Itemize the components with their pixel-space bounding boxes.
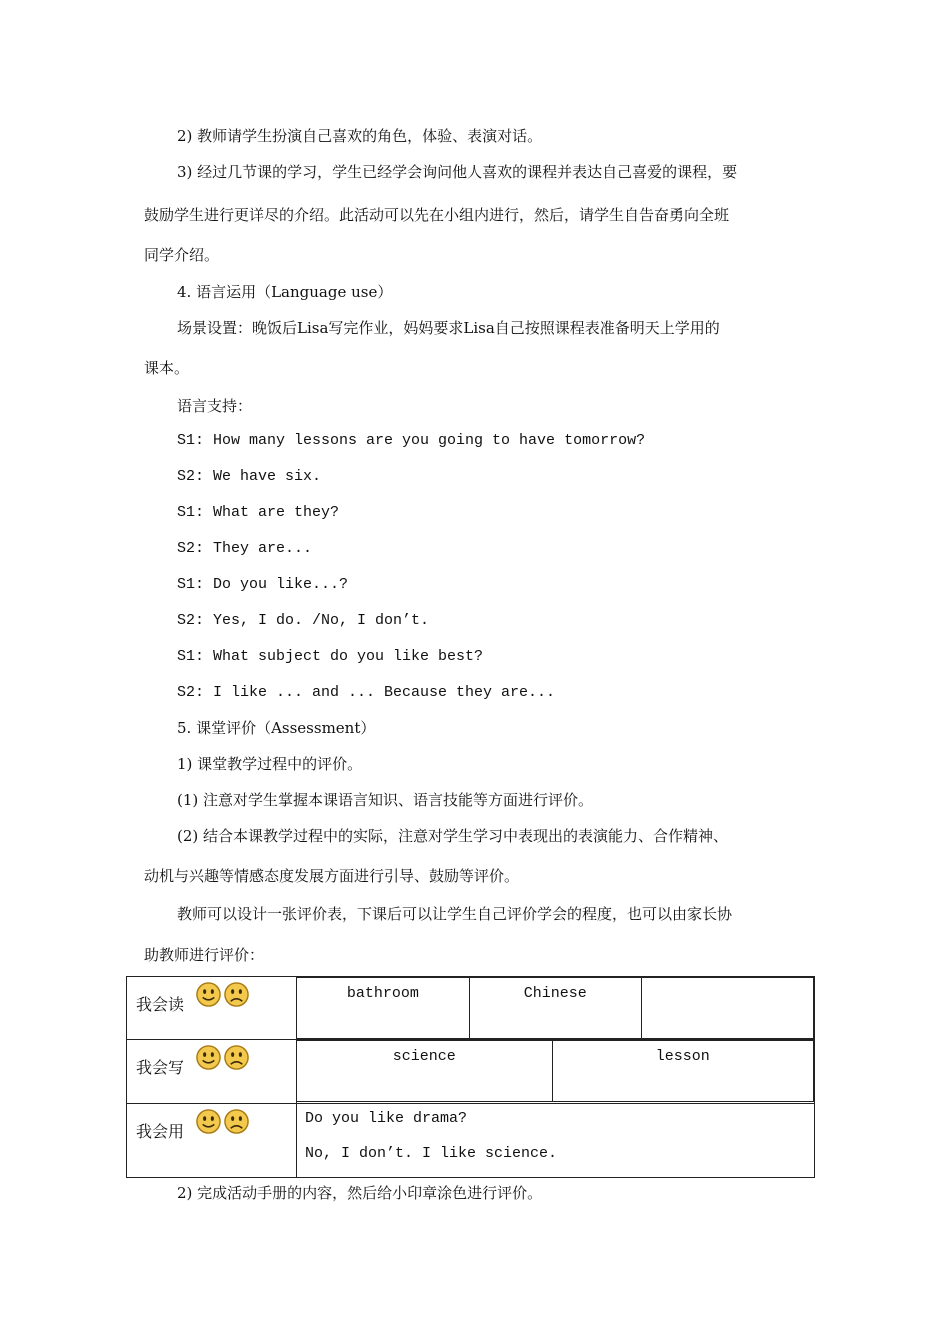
usage-line: No, I don’t. I like science. <box>305 1144 558 1162</box>
word-cell-group <box>297 977 815 1040</box>
word-text: bathroom <box>346 985 419 1002</box>
section-heading: 5. 课堂评价（Assessment） <box>177 719 376 737</box>
word-cell <box>552 1041 814 1102</box>
smile-face-icon <box>195 981 222 1008</box>
frown-face-icon <box>223 981 250 1008</box>
inner-table <box>297 1040 814 1102</box>
paragraph-line: 动机与兴趣等情感态度发展方面进行引导、鼓励等评价。 <box>144 867 520 885</box>
paragraph-line: 3) 经过几节课的学习，学生已经学会询问他人喜欢的课程并表达自己喜爱的课程，要 <box>177 163 738 181</box>
paragraph-line: (2) 结合本课教学过程中的实际，注意对学生学习中表现出的表演能力、合作精神、 <box>177 827 729 845</box>
row-label-cell <box>127 1103 297 1177</box>
support-label: 语言支持： <box>177 397 253 415</box>
section-heading: 4. 语言运用（Language use） <box>177 283 393 301</box>
paragraph-line: 2) 教师请学生扮演自己喜欢的角色，体验、表演对话。 <box>177 127 543 145</box>
dialogue-line: S2: We have six. <box>177 468 322 485</box>
assessment-table <box>126 976 815 1178</box>
dialogue-line: S2: They are... <box>177 540 313 557</box>
word-cell <box>469 978 641 1039</box>
paragraph-line: 同学介绍。 <box>144 246 220 264</box>
dialogue-line: S2: Yes, I do. /No, I don’t. <box>177 612 430 629</box>
paragraph-line: 鼓励学生进行更详尽的介绍。此活动可以先在小组内进行，然后，请学生自告奋勇向全班 <box>144 206 730 224</box>
smile-face-icon <box>195 1044 222 1071</box>
dialogue-line: S1: What are they? <box>177 504 340 521</box>
dialogue-line: S1: How many lessons are you going to have tomorrow? <box>177 432 646 449</box>
frown-face-icon <box>223 1044 250 1071</box>
dialogue-line: S1: Do you like...? <box>177 576 349 593</box>
smile-face-icon <box>195 1108 222 1135</box>
face-icons <box>195 1044 250 1071</box>
row-label-cell <box>127 977 297 1040</box>
word-cell <box>297 1041 552 1102</box>
word-text: Chinese <box>523 985 587 1002</box>
word-text: science <box>392 1048 456 1066</box>
row-label: 我会用 <box>136 1121 185 1141</box>
paragraph-line: 助教师进行评价： <box>144 946 265 964</box>
frown-face-icon <box>223 1108 250 1135</box>
row-label: 我会写 <box>136 1058 185 1078</box>
row-label-cell <box>127 1040 297 1103</box>
usage-line: Do you like drama? <box>305 1109 468 1127</box>
closing-line: 2) 完成活动手册的内容，然后给小印章涂色进行评价。 <box>177 1184 543 1202</box>
word-text: lesson <box>655 1048 710 1066</box>
word-cell-group <box>297 1040 815 1103</box>
usage-cell <box>297 1103 815 1177</box>
paragraph-line: 1) 课堂教学过程中的评价。 <box>177 755 363 773</box>
inner-table <box>297 977 814 1039</box>
word-cell <box>641 978 813 1039</box>
paragraph-line: 教师可以设计一张评价表，下课后可以让学生自己评价学会的程度，也可以由家长协 <box>177 905 733 923</box>
paragraph-line: 场景设置：晚饭后Lisa写完作业，妈妈要求Lisa自己按照课程表准备明天上学用的 <box>177 319 720 337</box>
face-icons <box>195 981 250 1008</box>
word-cell <box>297 978 469 1039</box>
dialogue-line: S2: I like ... and ... Because they are... <box>177 684 556 701</box>
paragraph-line: (1) 注意对学生掌握本课语言知识、语言技能等方面进行评价。 <box>177 791 594 809</box>
paragraph-line: 课本。 <box>144 359 190 377</box>
row-label: 我会读 <box>136 995 185 1014</box>
dialogue-line: S1: What subject do you like best? <box>177 648 484 665</box>
face-icons <box>195 1108 250 1135</box>
